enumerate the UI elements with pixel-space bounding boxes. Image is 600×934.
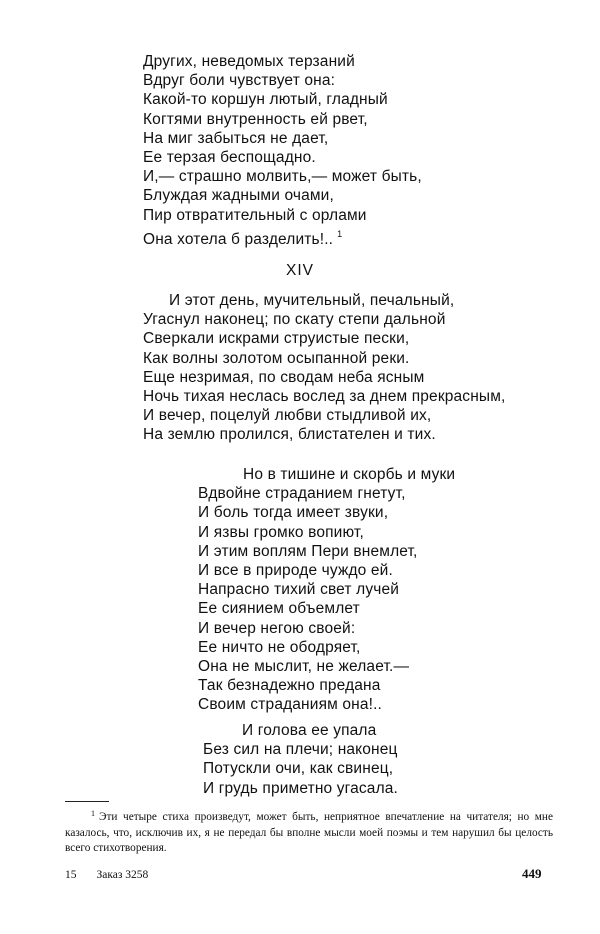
footnote-marker: 1 [91, 809, 95, 818]
poem-line: И вечер, поцелуй любви стыдливой их, [143, 407, 432, 425]
signature-sheet-number: 15 [65, 869, 77, 881]
footnote [65, 806, 553, 857]
footnote-divider [65, 801, 109, 802]
poem-line: Вдвойне страданием гнетут, [198, 485, 406, 503]
signature-order: Заказ 3258 [96, 869, 149, 881]
poem-line: И вечер негою своей: [198, 619, 356, 637]
poem-line: Как волны золотом осыпанной реки. [143, 349, 410, 367]
poem-line: И этим воплям Пери внемлет, [198, 542, 418, 560]
poem-stanza-4 [203, 721, 398, 798]
poem-line: Ее ничто не ободряет, [198, 638, 361, 656]
poem-line-last [143, 225, 422, 249]
poem-line: Сверкали искрами струистые пески, [143, 330, 410, 348]
poem-line-text: Она хотела б разделить!.. [143, 230, 334, 248]
poem-line: Ночь тихая неслась вослед за днем прекрасным, [143, 388, 506, 406]
page-number: 449 [522, 866, 542, 881]
poem-line: Так безнадежно предана [198, 677, 381, 695]
poem-line: И все в природе чуждо ей. [198, 562, 393, 580]
poem-line: Ее сиянием объемлет [198, 600, 360, 618]
footnote-text: Эти четыре стиха произведут, может быть, неприятное впечатление на читателя; но мне казалось, что, исключив их, я не передал бы вполне мысли моей поэмы и тем нарушил бы целость всего стихотворения. [65, 811, 553, 854]
poem-line: Она не мыслит, не желает.— [198, 658, 410, 676]
poem-line: Блуждая жадными очами, [143, 187, 334, 205]
poem-line: И язвы громко вопиют, [198, 523, 364, 541]
footnote-reference: 1 [337, 228, 343, 239]
poem-line: Угаснул наконец; по скату степи дальной [143, 311, 446, 329]
poem-stanza-2 [143, 291, 505, 445]
poem-line: Напрасно тихий свет лучей [198, 581, 400, 599]
poem-line: И боль тогда имеет звуки, [198, 504, 389, 522]
poem-line: Вдруг боли чувствует она: [143, 72, 336, 90]
poem-line: И,— страшно молвить,— может быть, [143, 168, 422, 186]
poem-line: На землю пролился, блистателен и тих. [143, 426, 436, 444]
printer-signature [65, 868, 148, 883]
poem-line: Но в тишине и скорбь и муки [243, 466, 456, 483]
poem-line: И этот день, мучительный, печальный, [169, 292, 455, 309]
poem-line: Еще незримая, по сводам неба ясным [143, 368, 425, 386]
poem-line: И грудь приметно угасала. [203, 779, 399, 797]
poem-line: На миг забыться не дает, [143, 129, 329, 147]
poem-line: Своим страданиям она!.. [198, 696, 382, 714]
poem-line: Без сил на плечи; наконец [203, 741, 398, 759]
poem-line: И голова ее упала [242, 722, 377, 739]
poem-line: Какой-то коршун лютый, гладный [143, 91, 388, 109]
poem-line: Потускли очи, как свинец, [203, 760, 394, 778]
poem-line: Когтями внутренность ей рвет, [143, 110, 368, 128]
poem-stanza-1 [143, 52, 422, 249]
poem-line: Других, неведомых терзаний [143, 53, 355, 70]
poem-line: Пир отвратительный с орлами [143, 206, 367, 224]
poem-line: Ее терзая беспощадно. [143, 149, 316, 167]
section-heading: XIV [286, 262, 314, 279]
poem-stanza-3 [198, 465, 455, 715]
